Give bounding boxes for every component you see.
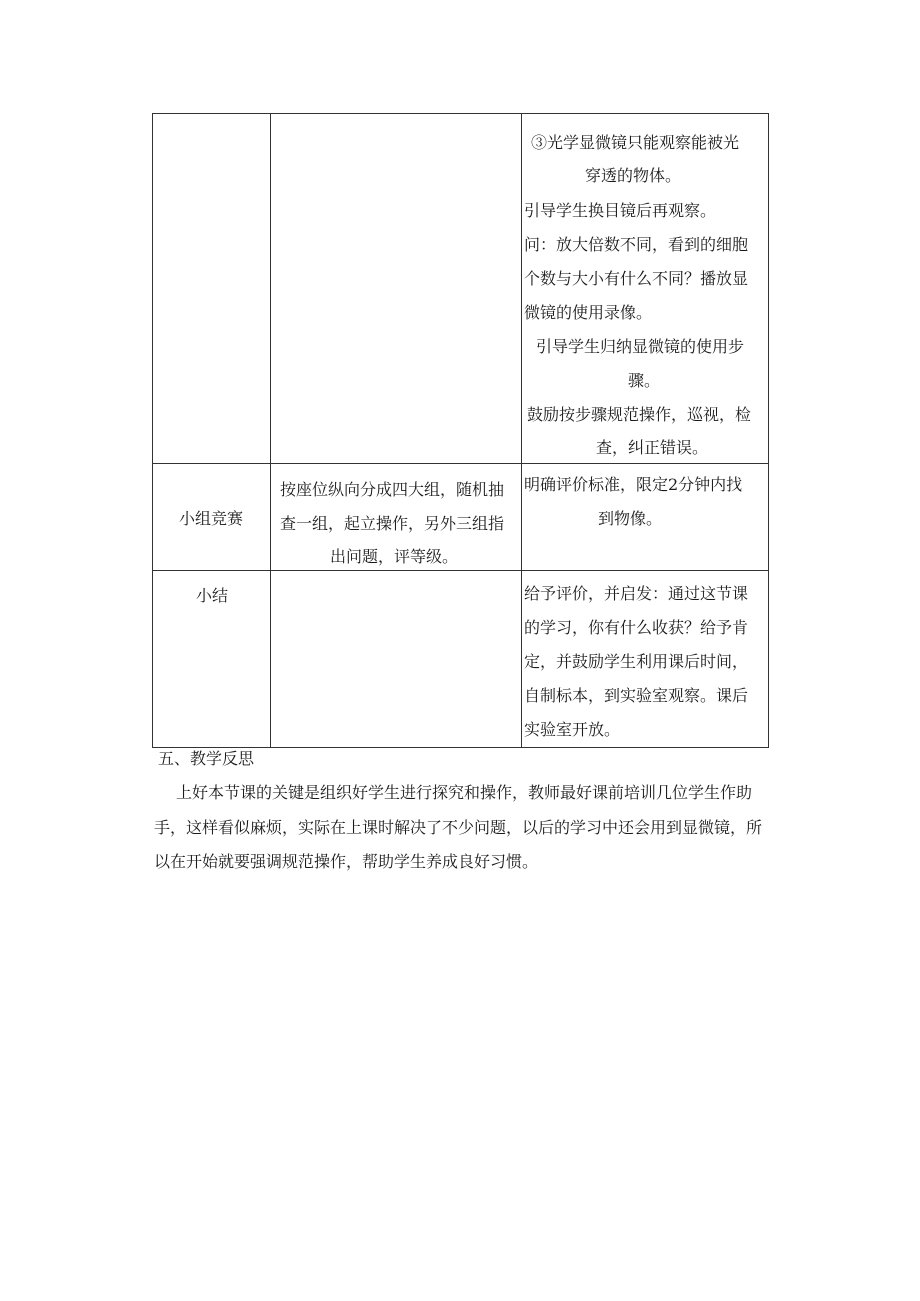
table-border-left bbox=[152, 113, 153, 748]
teacher-activity-line: 微镜的使用录像。 bbox=[524, 303, 653, 322]
table-border-bottom bbox=[152, 747, 769, 748]
section-heading: 五、教学反思 bbox=[158, 749, 255, 768]
paragraph-line: 手，这样看似麻烦，实际在上课时解决了不少问题，以后的学习中还会用到显微镜，所 bbox=[154, 818, 763, 837]
teacher-activity-line: 实验室开放。 bbox=[524, 720, 621, 739]
paragraph-line: 上好本节课的关键是组织好学生进行探究和操作，教师最好课前培训几位学生作助 bbox=[176, 783, 753, 802]
teacher-activity-line: 引导学生归纳显微镜的使用步 bbox=[536, 337, 745, 356]
teacher-activity-line: 明确评价标准，限定2分钟内找 bbox=[524, 475, 743, 494]
table-row-divider bbox=[152, 463, 769, 464]
stage-label: 小组竞赛 bbox=[179, 509, 244, 528]
teacher-activity-line: 定，并鼓励学生利用课后时间， bbox=[524, 652, 749, 671]
paragraph-line: 以在开始就要强调规范操作，帮助学生养成良好习惯。 bbox=[154, 852, 539, 871]
table-row-divider bbox=[152, 570, 769, 571]
stage-label: 小结 bbox=[196, 586, 229, 605]
table-column-divider bbox=[270, 113, 271, 748]
teacher-activity-line: 个数与大小有什么不同？播放显 bbox=[524, 269, 749, 288]
table-column-divider bbox=[521, 113, 522, 748]
student-activity-line: 查一组，起立操作，另外三组指 bbox=[280, 514, 505, 533]
teacher-activity-line: 的学习，你有什么收获？给予肯 bbox=[524, 618, 749, 637]
teacher-activity-line: 引导学生换目镜后再观察。 bbox=[524, 201, 717, 220]
teacher-activity-line: 查，纠正错误。 bbox=[596, 438, 709, 457]
teacher-activity-line: 自制标本，到实验室观察。课后 bbox=[524, 686, 749, 705]
table-border-top bbox=[152, 113, 769, 114]
teacher-activity-line: 骤。 bbox=[628, 371, 661, 390]
table-border-right bbox=[768, 113, 769, 748]
teacher-activity-line: 穿透的物体。 bbox=[585, 166, 682, 185]
teacher-activity-line: 给予评价，并启发：通过这节课 bbox=[524, 584, 749, 603]
teacher-activity-line: 到物像。 bbox=[598, 509, 663, 528]
student-activity-line: 出问题，评等级。 bbox=[330, 547, 459, 566]
student-activity-line: 按座位纵向分成四大组，随机抽 bbox=[280, 480, 505, 499]
teacher-activity-line: 问：放大倍数不同，看到的细胞 bbox=[524, 235, 749, 254]
teacher-activity-line: 鼓励按步骤规范操作，巡视，检 bbox=[527, 405, 752, 424]
teacher-activity-line: ③光学显微镜只能观察能被光 bbox=[531, 133, 740, 152]
